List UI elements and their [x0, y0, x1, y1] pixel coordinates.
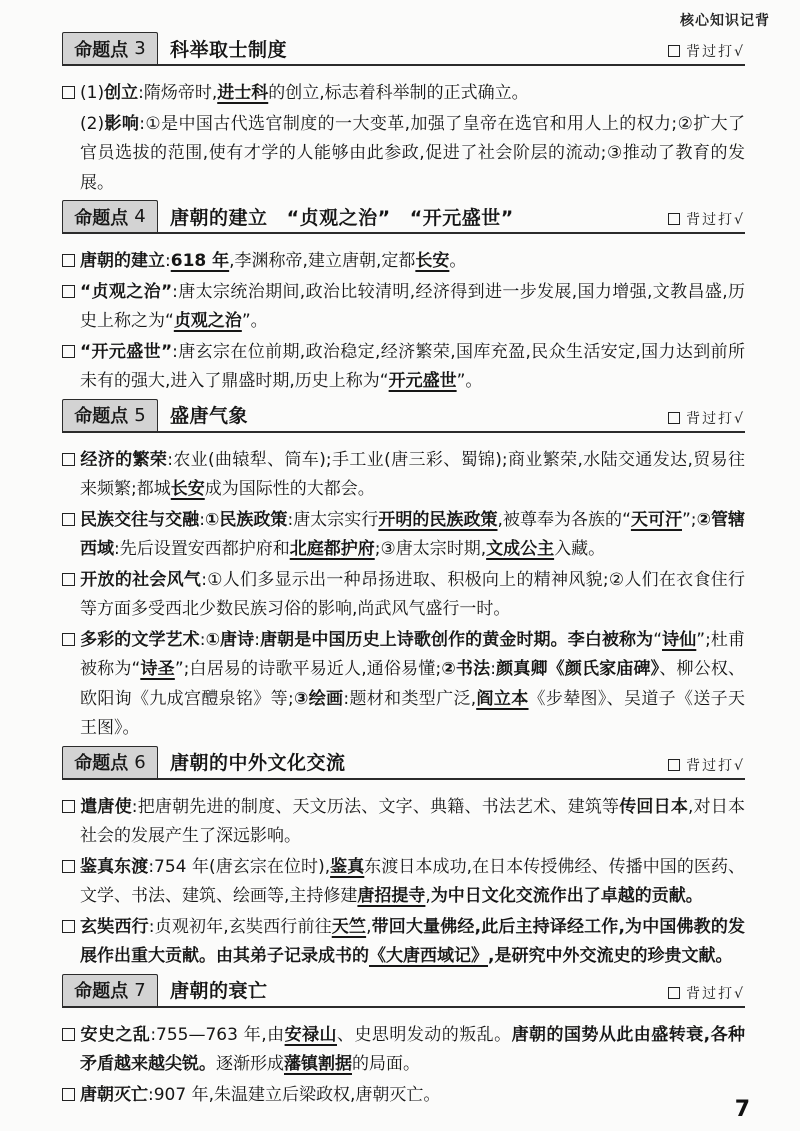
checkbox-icon: [62, 1028, 75, 1041]
keyword-underlined: 618 年: [170, 251, 230, 271]
topic-point-tag: [62, 200, 158, 232]
section-header: [62, 32, 745, 66]
checkbox-icon: [62, 513, 75, 526]
checkbox-icon: [668, 45, 680, 57]
bold-term: 安史之乱: [80, 1024, 151, 1045]
body-text: ”;白居易的诗歌平易近人,通俗易懂;: [174, 659, 442, 679]
topic-section: [62, 974, 745, 1111]
body-text: :755—763 年,由: [150, 1024, 285, 1045]
body-text: :: [165, 251, 171, 271]
keyword-underlined: 《大唐西域记》: [369, 946, 488, 966]
body-text: ,: [366, 916, 372, 937]
body-text: 逐渐形成: [216, 1054, 284, 1074]
knowledge-item: [62, 338, 745, 397]
checkbox-icon: [668, 987, 680, 999]
body-text: 。: [449, 251, 467, 271]
memorized-check: [668, 408, 745, 428]
keyword-underlined: 北庭都护府: [289, 539, 375, 559]
checkbox-icon: [62, 1088, 75, 1101]
topic-point-number: 5: [134, 404, 146, 426]
body-text: :农业(曲辕犁、筒车);手工业(唐三彩、蜀锦);商业繁荣,水陆交通发达,贸易往来频繁;都城: [80, 449, 745, 499]
topic-point-tag: [62, 974, 158, 1006]
topic-point-number: 7: [134, 979, 146, 1001]
checkbox-icon: [62, 920, 75, 933]
knowledge-item: [62, 79, 745, 109]
keyword-underlined: 开明的民族政策: [378, 509, 498, 530]
topic-point-tag: [62, 746, 158, 778]
body-text: ”。: [241, 311, 268, 331]
body-text: :: [490, 659, 496, 679]
body-text: :①人们多显示出一种昂扬进取、积极向上的精神风貌;②人们在衣食住行等方面多受西北少数民族习俗的影响,尚武风气盛行一时。: [80, 569, 746, 619]
body-text: ,: [425, 886, 431, 906]
keyword-underlined: 长安: [170, 479, 205, 499]
topic-point-label: 命题点: [74, 39, 129, 61]
body-text: :: [199, 509, 205, 530]
topic-point-tag: [62, 399, 158, 431]
bold-term: 经济的繁荣: [80, 449, 168, 470]
section-header: [62, 200, 745, 234]
knowledge-item: [62, 1081, 745, 1111]
body-text: :唐太宗实行: [287, 509, 379, 530]
keyword-underlined: 藩镇割据: [284, 1054, 352, 1074]
bold-term: 唐朝的建立: [80, 251, 165, 271]
keyword-underlined: 安禄山: [284, 1024, 337, 1045]
section-title: 唐朝的衰亡: [170, 980, 268, 1002]
bold-term: 多彩的文学艺术: [80, 629, 200, 650]
section-header: [62, 974, 745, 1008]
body-text: 的局面。: [352, 1054, 420, 1074]
knowledge-sections: [62, 32, 745, 1110]
body-text: :907 年,朱温建立后梁政权,唐朝灭亡。: [148, 1084, 441, 1105]
body-text: :贞观初年,玄奘西行前往: [148, 916, 332, 937]
knowledge-item: [62, 506, 745, 565]
knowledge-item: [62, 913, 745, 972]
topic-point-number: 4: [134, 206, 146, 227]
checkbox-icon: [62, 254, 75, 267]
knowledge-list: [62, 780, 745, 972]
knowledge-list: [62, 433, 745, 744]
keyword-underlined: 天可汗: [630, 509, 682, 530]
body-text: 入藏。: [554, 539, 606, 559]
checkbox-icon: [668, 213, 680, 225]
knowledge-item: [62, 626, 745, 744]
checkbox-icon: [62, 800, 75, 813]
bold-term: 鉴真东渡: [80, 856, 149, 877]
keyword-underlined: 开元盛世: [388, 371, 457, 391]
checkbox-icon: [62, 573, 75, 586]
bold-term: 民族交往与交融: [80, 509, 200, 530]
knowledge-item: [62, 110, 745, 199]
keyword-underlined: 文成公主: [486, 539, 555, 559]
knowledge-list: [62, 66, 745, 198]
section-title: 盛唐气象: [170, 405, 249, 427]
checkbox-icon: [62, 345, 75, 358]
checkbox-icon: [62, 86, 75, 99]
body-text: ,李渊称帝,建立唐朝,定都: [229, 251, 416, 271]
checkbox-icon: [668, 759, 680, 771]
memorized-check-label: 背过打√: [686, 212, 745, 228]
memorized-check-label: 背过打√: [686, 44, 745, 60]
bold-term: ①唐诗: [205, 629, 255, 650]
bold-term: 为中日文化交流作出了卓越的贡献。: [430, 886, 703, 906]
topic-point-label: 命题点: [74, 981, 129, 1002]
body-text: 成为国际性的大都会。: [204, 479, 375, 499]
body-text: ”。: [456, 371, 483, 391]
keyword-underlined: 长安: [415, 251, 450, 271]
body-text: 的创立,标志着科举制的正式确立。: [268, 83, 529, 103]
topic-section: [62, 32, 745, 198]
bold-term: 玄奘西行: [80, 916, 149, 937]
section-title: 科举取士制度: [170, 38, 288, 61]
topic-section: [62, 399, 745, 744]
body-text: 、柳公权、欧阳询《九成宫醴泉铭》等;: [80, 659, 746, 709]
body-text: ,对日本社会的发展产生了深远影响。: [80, 796, 746, 846]
topic-section: [62, 746, 745, 972]
topic-point-tag: [62, 32, 158, 64]
body-text: :754 年(唐玄宗在位时),: [148, 856, 331, 877]
body-text: ,被尊奉为各族的“: [497, 509, 631, 530]
knowledge-item: [62, 278, 745, 337]
bold-term: 遣唐使: [80, 796, 132, 817]
checkbox-icon: [62, 860, 75, 873]
bold-term: 影响: [104, 113, 140, 134]
bold-term: ③绘画: [293, 688, 344, 709]
section-title: 唐朝的建立 “贞观之治” “开元盛世”: [170, 206, 514, 229]
knowledge-item: [62, 1021, 745, 1080]
memorized-check: [668, 41, 745, 61]
topic-point-number: 3: [134, 38, 146, 59]
knowledge-item: [62, 793, 745, 852]
bold-term: 传回日本: [619, 796, 689, 817]
knowledge-item: [62, 853, 745, 912]
checkbox-icon: [62, 285, 75, 298]
bold-term: ②书法: [441, 659, 491, 679]
keyword-underlined: 贞观之治: [173, 311, 242, 331]
knowledge-list: [62, 1008, 745, 1111]
body-text: 东渡日本成功,在日本传授佛经、传播中国的医药、文学、书法、建筑、绘画等,主持修建: [80, 856, 746, 906]
body-text: (2): [80, 113, 105, 134]
body-text: :①是中国古代选官制度的一大变革,加强了皇帝在选官和用人上的权力;②扩大了官员选拔的范围,使有才学的人能够由此参政,促进了社会阶层的流动;③推动了教育的发展。: [80, 113, 746, 193]
checkbox-icon: [62, 453, 75, 466]
knowledge-item: [62, 446, 745, 505]
bold-term: 唐朝的国势从此由盛转衰,各种矛盾越来越尖锐。: [80, 1024, 746, 1074]
section-header: [62, 746, 745, 780]
bold-term: ②管辖西域: [80, 509, 746, 559]
memorized-check-label: 背过打√: [686, 757, 745, 774]
body-text: :先后设置安西都护府和: [114, 539, 290, 559]
knowledge-item: [62, 247, 745, 277]
memorized-check-label: 背过打√: [686, 985, 745, 1002]
keyword-underlined: 阎立本: [476, 688, 529, 709]
body-text: :题材和类型广泛,: [343, 688, 477, 709]
body-text: ”;杜甫被称为“: [80, 629, 746, 679]
body-text: “: [653, 629, 663, 650]
memorized-check: [668, 209, 745, 229]
checkbox-icon: [668, 412, 680, 424]
topic-point-label: 命题点: [74, 207, 129, 229]
body-text: 《步辇图》、吴道子《送子天王图》。: [80, 688, 745, 738]
memorized-check-label: 背过打√: [686, 410, 745, 427]
body-text: :把唐朝先进的制度、天文历法、文字、典籍、书法艺术、建筑等: [131, 796, 620, 817]
bold-term: 唐朝是中国历史上诗歌创作的黄金时期。李白被称为: [259, 629, 654, 650]
page-number: 7: [734, 1097, 750, 1122]
knowledge-item: [62, 566, 745, 625]
checkbox-icon: [62, 633, 75, 646]
bold-term: “贞观之治”: [80, 281, 173, 302]
topic-section: [62, 200, 745, 397]
body-text: (1): [80, 83, 105, 103]
body-text: 、史思明发动的叛乱。: [336, 1024, 512, 1045]
bold-term: 唐朝灭亡: [80, 1084, 148, 1105]
keyword-underlined: 天竺: [331, 916, 367, 937]
bold-term: 开放的社会风气: [80, 569, 202, 590]
bold-term: “开元盛世”: [80, 341, 173, 362]
knowledge-list: [62, 234, 745, 397]
body-text: :隋炀帝时,: [138, 83, 218, 103]
keyword-underlined: 进士科: [217, 83, 269, 103]
body-text: ;③唐太宗时期,: [374, 539, 487, 559]
body-text: :: [254, 629, 260, 650]
topic-point-label: 命题点: [74, 753, 129, 774]
bold-term: 颜真卿《颜氏家庙碑》: [496, 659, 660, 679]
bold-term: ①民族政策: [204, 509, 288, 530]
bold-term: ,是研究中外交流史的珍贵文献。: [488, 946, 733, 966]
memorized-check: [668, 983, 745, 1003]
bold-term: 创立: [104, 83, 139, 103]
keyword-underlined: 诗仙: [662, 629, 697, 650]
topic-point-label: 命题点: [74, 406, 129, 427]
keyword-underlined: 唐招提寺: [357, 886, 426, 906]
memorized-check: [668, 755, 745, 775]
keyword-underlined: 诗圣: [140, 659, 175, 679]
body-text: :: [199, 629, 206, 650]
running-header: 核心知识记背: [680, 13, 770, 29]
body-text: ”;: [682, 509, 697, 530]
keyword-underlined: 鉴真: [330, 856, 365, 877]
section-title: 唐朝的中外文化交流: [170, 752, 346, 774]
section-header: [62, 399, 745, 433]
body-text: :唐太宗统治期间,政治比较清明,经济得到进一步发展,国力增强,文教昌盛,历史上称之为“: [80, 281, 745, 331]
body-text: :唐玄宗在位前期,政治稳定,经济繁荣,国库充盈,民众生活安定,国力达到前所未有的强大,进入了鼎盛时期,历史上称为“: [80, 341, 745, 391]
topic-point-number: 6: [134, 751, 146, 773]
bold-term: 带回大量佛经,此后主持译经工作,为中国佛教的发展作出重大贡献。由其弟子记录成书的: [80, 916, 745, 966]
